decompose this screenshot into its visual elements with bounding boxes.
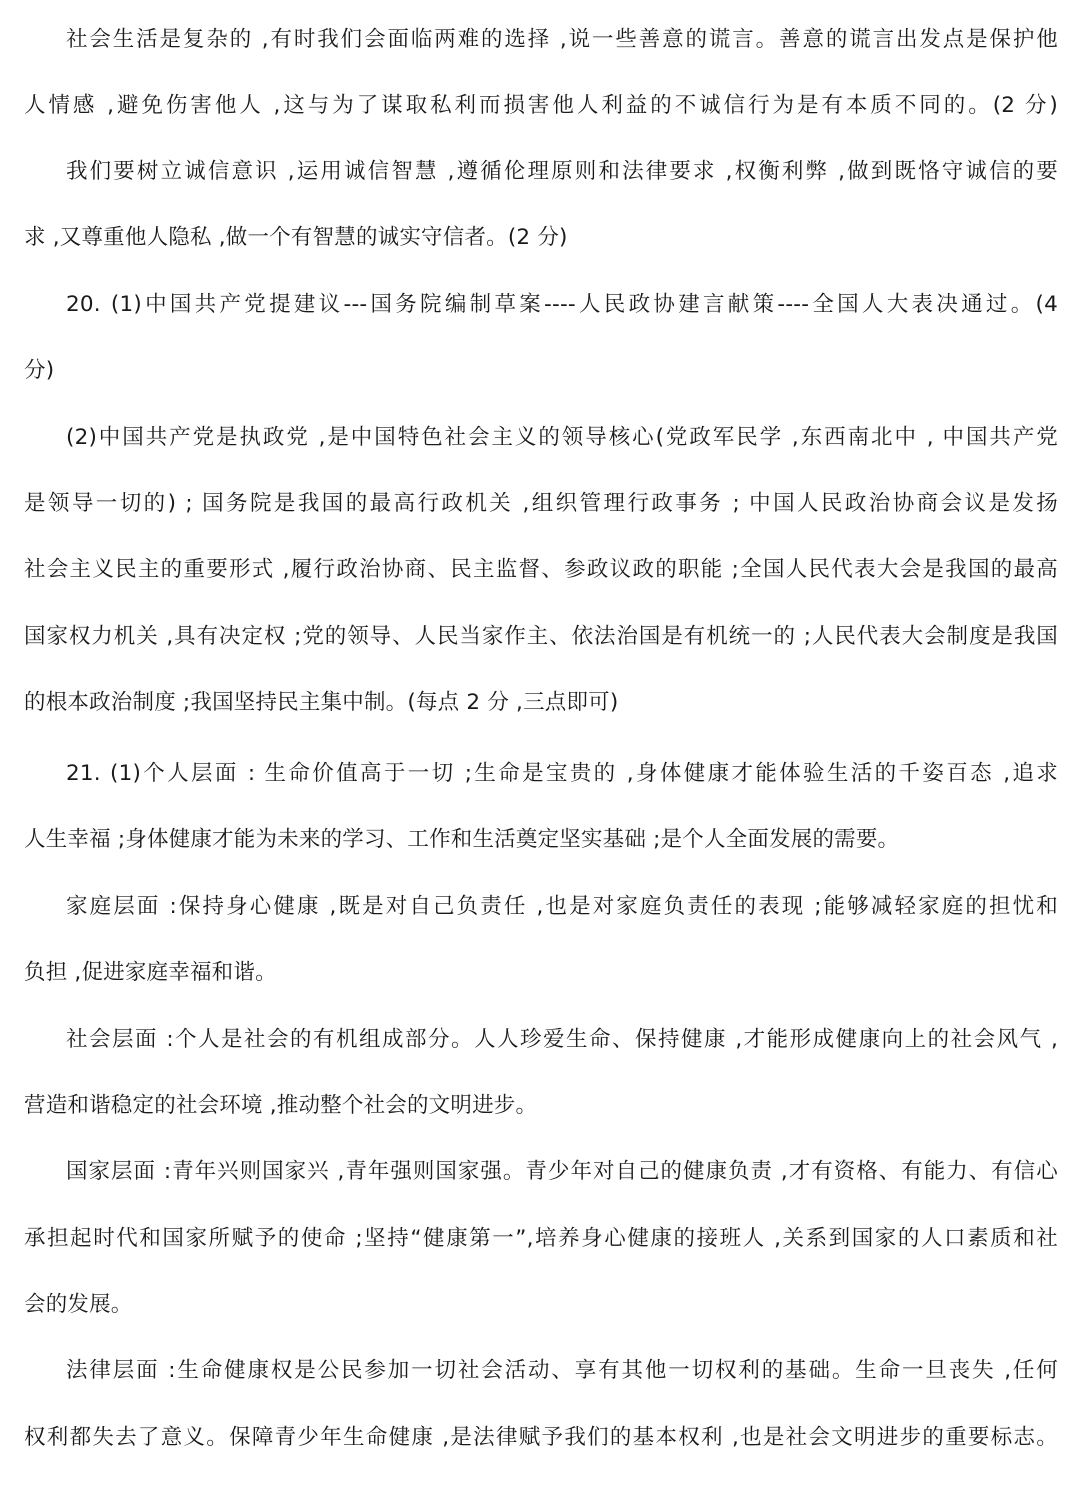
text-line: 国家权力机关 ,具有决定权 ;党的领导、人民当家作主、依法治国是有机统一的 ;人民代表大会制度是我国: [24, 624, 1058, 649]
text-line: 求 ,又尊重他人隐私 ,做一个有智慧的诚实守信者。(2 分): [24, 225, 568, 250]
text-line: 权利都失去了意义。保障青少年生命健康 ,是法律赋予我们的基本权利 ,也是社会文明进步的重要标志。: [24, 1425, 1058, 1450]
text-line: 社会主义民主的重要形式 ,履行政治协商、民主监督、参政议政的职能 ;全国人民代表大会是我国的最高: [24, 557, 1058, 582]
text-line: 分): [24, 358, 55, 383]
text-line: 社会层面 :个人是社会的有机组成部分。人人珍爱生命、保持健康 ,才能形成健康向上的社会风气 ,: [66, 1027, 1058, 1052]
text-line: 会的发展。: [24, 1292, 133, 1317]
text-line: 负担 ,促进家庭幸福和谐。: [24, 960, 277, 985]
question-21-line: 21. (1)个人层面 : 生命价值高于一切 ;生命是宝贵的 ,身体健康才能体验生活的千姿百态 ,追求: [66, 761, 1058, 786]
text-line: 人生幸福 ;身体健康才能为未来的学习、工作和生活奠定坚实基础 ;是个人全面发展的需要。: [24, 827, 900, 852]
text-line: 法律层面 :生命健康权是公民参加一切社会活动、享有其他一切权利的基础。生命一旦丧失 ,任何: [66, 1358, 1058, 1383]
text-line: 的根本政治制度 ;我国坚持民主集中制。(每点 2 分 ,三点即可): [24, 690, 619, 715]
text-line: 社会生活是复杂的 ,有时我们会面临两难的选择 ,说一些善意的谎言。善意的谎言出发点是保护他: [66, 27, 1058, 52]
text-line: 人情感 ,避免伤害他人 ,这与为了谋取私利而损害他人利益的不诚信行为是有本质不同的。(2 分): [24, 93, 1058, 118]
text-line: 家庭层面 :保持身心健康 ,既是对自己负责任 ,也是对家庭负责任的表现 ;能够减轻家庭的担忧和: [66, 894, 1058, 919]
text-line: 我们要树立诚信意识 ,运用诚信智慧 ,遵循伦理原则和法律要求 ,权衡利弊 ,做到既恪守诚信的要: [66, 159, 1058, 184]
question-20-line: 20. (1)中国共产党提建议---国务院编制草案----人民政协建言献策----全国人大表决通过。(4: [66, 292, 1058, 317]
text-line: 承担起时代和国家所赋予的使命 ;坚持“健康第一”,培养身心健康的接班人 ,关系到国家的人口素质和社: [24, 1226, 1058, 1251]
text-line: 国家层面 :青年兴则国家兴 ,青年强则国家强。青少年对自己的健康负责 ,才有资格、有能力、有信心: [66, 1159, 1058, 1184]
text-line: (2)中国共产党是执政党 ,是中国特色社会主义的领导核心(党政军民学 ,东西南北中 , 中国共产党: [66, 425, 1058, 450]
text-line: 是领导一切的) ; 国务院是我国的最高行政机关 ,组织管理行政事务 ; 中国人民政治协商会议是发扬: [24, 491, 1058, 516]
text-line: 营造和谐稳定的社会环境 ,推动整个社会的文明进步。: [24, 1093, 538, 1118]
